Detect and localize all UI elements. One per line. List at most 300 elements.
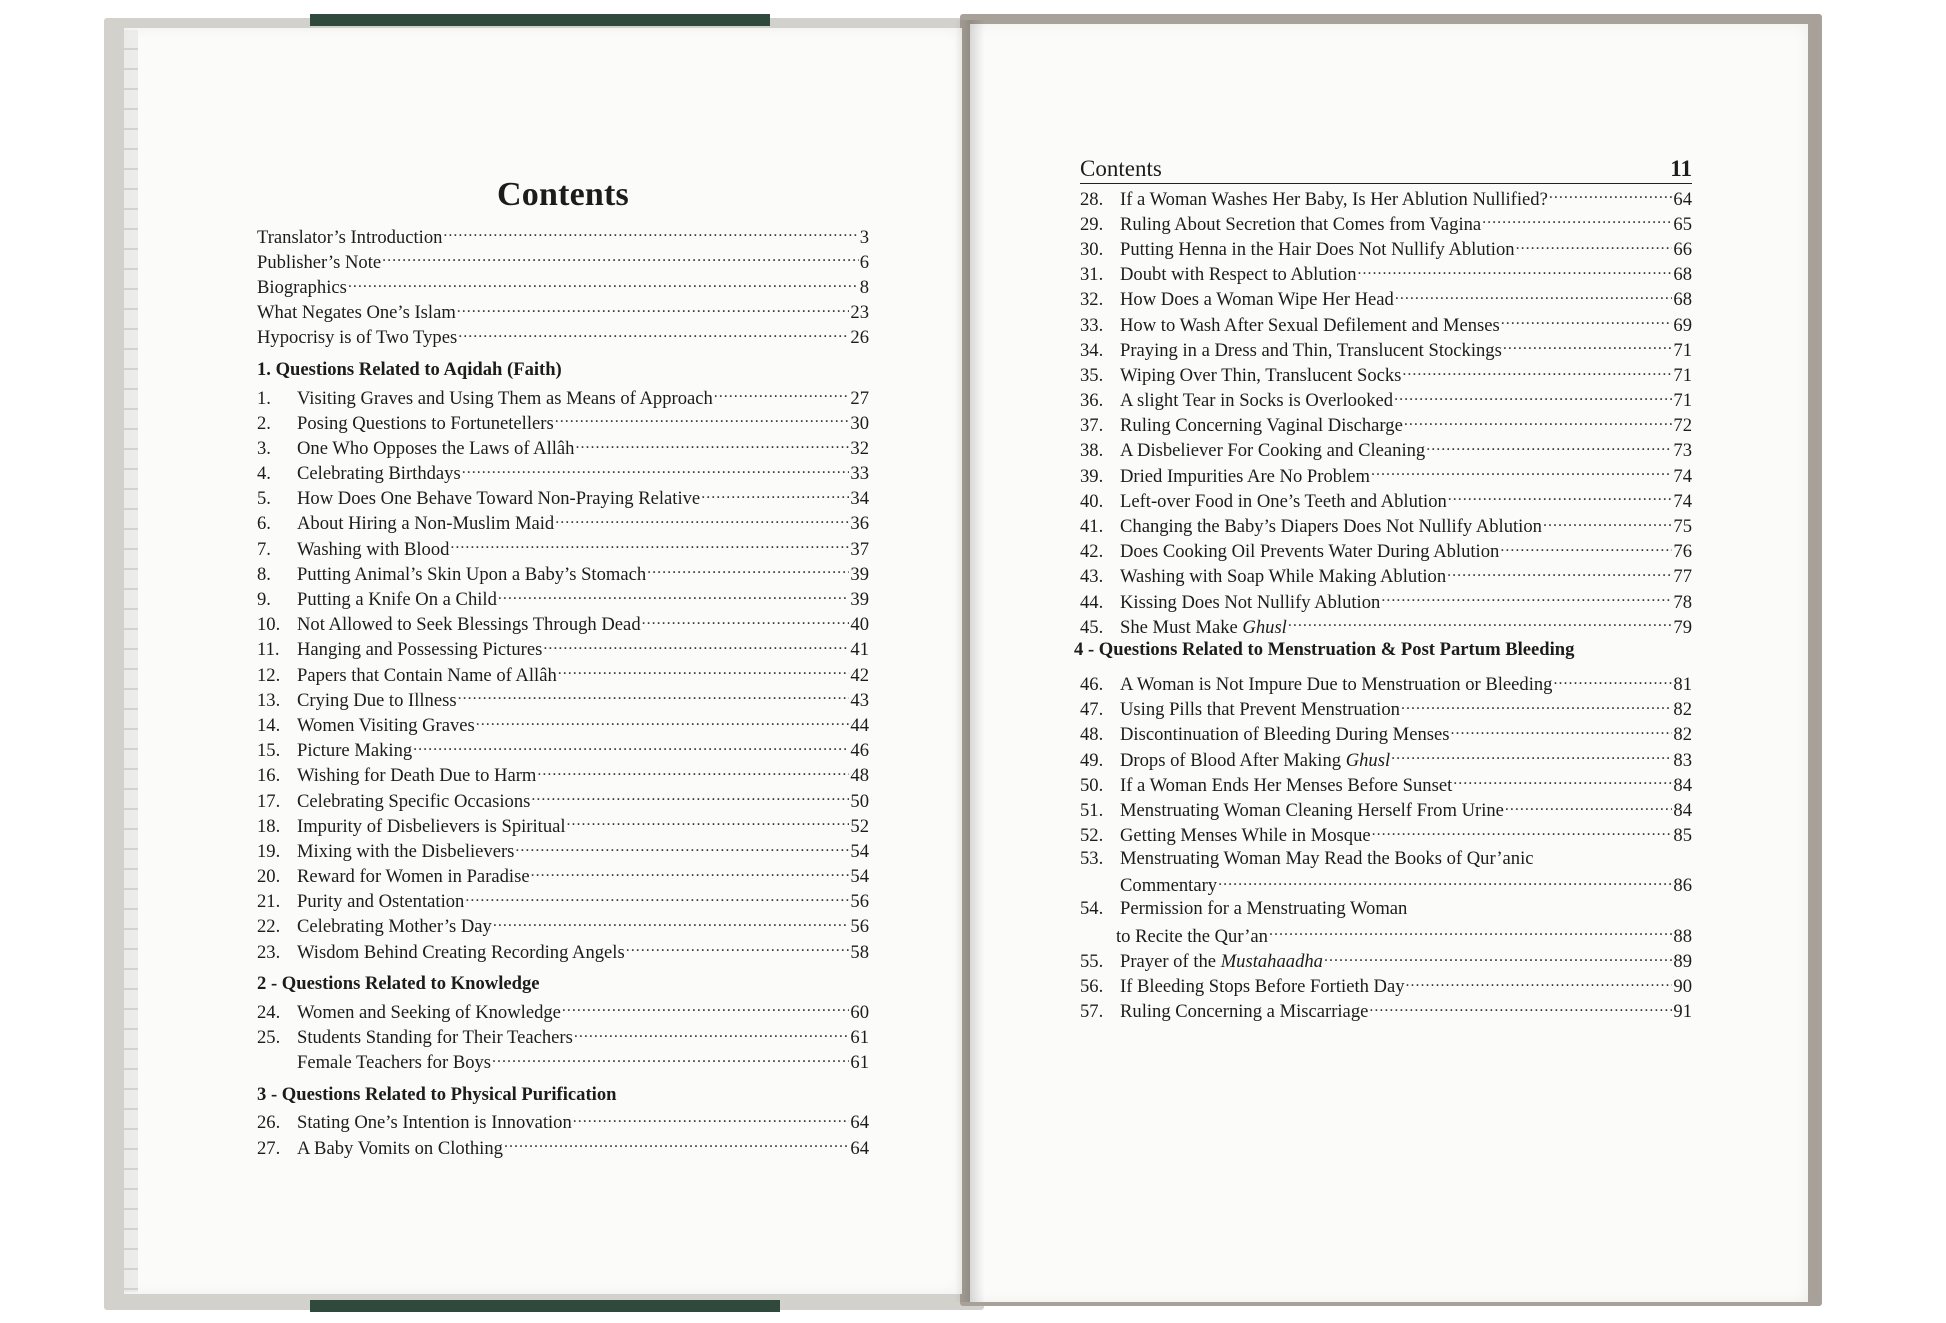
entry-title: How Does a Woman Wipe Her Head xyxy=(1120,289,1394,311)
leader-dots xyxy=(574,1024,850,1043)
entry-title: Kissing Does Not Nullify Ablution xyxy=(1120,591,1381,613)
toc-entry xyxy=(1080,898,1692,923)
binding-edge xyxy=(124,30,138,1292)
entry-page: 91 xyxy=(1673,1001,1692,1023)
leader-dots xyxy=(450,536,849,555)
entry-title: Visiting Graves and Using Them as Means of Approach xyxy=(297,387,713,409)
toc-entry-continuation xyxy=(1080,873,1692,898)
entry-title: How to Wash After Sexual Defilement and Menses xyxy=(1120,314,1500,336)
entry-title: Women and Seeking of Knowledge xyxy=(297,1001,561,1023)
entry-page: 52 xyxy=(850,815,869,837)
entry-title: Stating One’s Intention is Innovation xyxy=(297,1112,572,1134)
entry-page: 50 xyxy=(850,790,869,812)
entry-title: One Who Opposes the Laws of Allâh xyxy=(297,437,575,459)
entry-title xyxy=(1120,951,1323,973)
entry-title: About Hiring a Non-Muslim Maid xyxy=(297,513,555,535)
front-matter-list xyxy=(257,224,869,350)
toc-entry xyxy=(1080,413,1692,438)
entry-number: 41. xyxy=(1080,516,1104,538)
leader-dots xyxy=(1371,463,1672,482)
toc-entry xyxy=(1080,463,1692,488)
entry-title: Praying in a Dress and Thin, Translucent Stockings xyxy=(1120,339,1502,361)
entry-number: 47. xyxy=(1080,699,1104,721)
book-gutter xyxy=(955,20,985,1302)
entry-number: 39. xyxy=(1080,465,1104,487)
running-head xyxy=(1080,156,1692,184)
leader-dots xyxy=(573,1110,850,1129)
entry-page: 72 xyxy=(1673,415,1692,437)
entry-number: 25. xyxy=(257,1027,281,1049)
entry-page: 34 xyxy=(850,488,869,510)
entry-page: 54 xyxy=(850,866,869,888)
entry-title-italic: Ghusl xyxy=(1345,749,1391,771)
toc-entry xyxy=(1080,948,1692,973)
toc-entry xyxy=(257,561,869,586)
toc-entry xyxy=(1080,697,1692,722)
leader-dots xyxy=(1500,539,1672,558)
leader-dots xyxy=(575,435,849,454)
entry-page: 60 xyxy=(850,1001,869,1023)
entry-title: Hanging and Possessing Pictures xyxy=(297,639,543,661)
leader-dots xyxy=(458,325,849,344)
leader-dots xyxy=(465,889,849,908)
entry-page: 90 xyxy=(1673,976,1692,998)
entry-title: Impurity of Disbelievers is Spiritual xyxy=(297,815,566,837)
entry-title: Not Allowed to Seek Blessings Through Dead xyxy=(297,614,641,636)
entry-number: 37. xyxy=(1080,415,1104,437)
toc-entry xyxy=(1080,848,1692,873)
entry-title: Celebrating Birthdays xyxy=(297,463,461,485)
section-heading-knowledge: 2 - Questions Related to Knowledge xyxy=(257,973,540,995)
entry-page: 48 xyxy=(850,765,869,787)
entry-page: 64 xyxy=(850,1112,869,1134)
entry-page: 73 xyxy=(1673,440,1692,462)
toc-entry xyxy=(1080,287,1692,312)
toc-entry xyxy=(257,224,869,249)
entry-page: 8 xyxy=(859,276,869,298)
toc-entry xyxy=(1080,236,1692,261)
toc-entry xyxy=(257,838,869,863)
leader-dots xyxy=(413,738,849,757)
entry-page: 86 xyxy=(1673,875,1692,897)
entry-title: Students Standing for Their Teachers xyxy=(297,1027,573,1049)
entry-title: Mixing with the Disbelievers xyxy=(297,840,515,862)
menstruation-list-3 xyxy=(1080,974,1692,1024)
left-toc xyxy=(257,176,869,1160)
leader-dots xyxy=(531,788,849,807)
leader-dots xyxy=(562,999,849,1018)
entry-page: 41 xyxy=(850,639,869,661)
entry-title: Crying Due to Illness xyxy=(297,689,457,711)
entry-number: 43. xyxy=(1080,566,1104,588)
leader-dots xyxy=(1394,388,1672,407)
entry-title-text: Prayer of the xyxy=(1120,951,1217,973)
leader-dots xyxy=(457,300,850,319)
entry-number: 54. xyxy=(1080,898,1104,920)
toc-entry xyxy=(257,712,869,737)
toc-entry xyxy=(1080,337,1692,362)
entry-page: 82 xyxy=(1673,699,1692,721)
entry-number: 53. xyxy=(1080,847,1104,869)
entry-number: 12. xyxy=(257,664,281,686)
entry-page: 88 xyxy=(1673,925,1692,947)
entry-page: 68 xyxy=(1673,289,1692,311)
leader-dots xyxy=(492,1050,849,1069)
leader-dots xyxy=(1395,287,1673,306)
leader-dots xyxy=(1501,312,1673,331)
entry-page: 42 xyxy=(850,664,869,686)
toc-entry xyxy=(257,864,869,889)
entry-page: 33 xyxy=(850,463,869,485)
leader-dots xyxy=(1269,923,1672,942)
entry-number: 29. xyxy=(1080,213,1104,235)
entry-number: 56. xyxy=(1080,976,1104,998)
entry-number: 40. xyxy=(1080,490,1104,512)
leader-dots xyxy=(493,914,850,933)
entry-title: Menstruating Woman Cleaning Herself From Urine xyxy=(1120,799,1504,821)
running-head-title: Contents xyxy=(1080,156,1162,181)
entry-page: 40 xyxy=(850,614,869,636)
toc-entry xyxy=(1080,362,1692,387)
leader-dots xyxy=(1372,823,1673,842)
leader-dots xyxy=(558,662,850,681)
entry-title: Ruling Concerning Vaginal Discharge xyxy=(1120,415,1403,437)
entry-page: 89 xyxy=(1673,951,1692,973)
entry-page: 36 xyxy=(850,513,869,535)
entry-title-italic: Ghusl xyxy=(1242,616,1287,638)
section-heading-purification: 3 - Questions Related to Physical Purification xyxy=(257,1083,617,1105)
entry-title xyxy=(1120,617,1287,639)
entry-title-text: Drops of Blood After Making xyxy=(1120,749,1342,771)
toc-entry xyxy=(257,249,869,274)
section-knowledge-list xyxy=(257,999,869,1075)
entry-title: If a Woman Washes Her Baby, Is Her Ablution Nullified? xyxy=(1120,188,1548,210)
entry-number: 15. xyxy=(257,740,281,762)
entry-number: 20. xyxy=(257,866,281,888)
entry-number: 16. xyxy=(257,765,281,787)
entry-title: Washing with Blood xyxy=(297,538,450,560)
leader-dots xyxy=(1453,772,1672,791)
leader-dots xyxy=(1401,697,1672,716)
leader-dots xyxy=(462,461,850,480)
entry-number: 57. xyxy=(1080,1001,1104,1023)
entry-page: 74 xyxy=(1673,465,1692,487)
entry-page: 79 xyxy=(1673,616,1692,638)
entry-page: 58 xyxy=(850,941,869,963)
leader-dots xyxy=(1391,747,1672,766)
entry-title: Washing with Soap While Making Ablution xyxy=(1120,566,1447,588)
entry-page: 61 xyxy=(850,1052,869,1074)
toc-entry xyxy=(257,461,869,486)
entry-title: Wiping Over Thin, Translucent Socks xyxy=(1120,364,1402,386)
entry-number: 45. xyxy=(1080,616,1104,638)
leader-dots xyxy=(476,712,850,731)
toc-entry xyxy=(1080,797,1692,822)
entry-page: 77 xyxy=(1673,566,1692,588)
toc-entry xyxy=(257,1050,869,1075)
entry-number: 33. xyxy=(1080,314,1104,336)
entry-number: 51. xyxy=(1080,799,1104,821)
entry-page: 84 xyxy=(1673,799,1692,821)
entry-page: 3 xyxy=(859,226,869,248)
entry-title: Does Cooking Oil Prevents Water During Ablution xyxy=(1120,541,1500,563)
leader-dots xyxy=(567,813,850,832)
entry-title: Publisher’s Note xyxy=(257,251,382,273)
entry-title: Menstruating Woman May Read the Books of Qur’anic xyxy=(1120,847,1534,869)
leader-dots xyxy=(1482,211,1672,230)
entry-number: 22. xyxy=(257,916,281,938)
entry-page: 37 xyxy=(850,538,869,560)
leader-dots xyxy=(1381,589,1672,608)
entry-number: 55. xyxy=(1080,951,1104,973)
toc-entry xyxy=(257,999,869,1024)
entry-number: 31. xyxy=(1080,264,1104,286)
toc-entry xyxy=(1080,312,1692,337)
leader-dots xyxy=(1543,513,1672,532)
leader-dots xyxy=(1549,186,1673,205)
entry-title: A Woman is Not Impure Due to Menstruation or Bleeding xyxy=(1120,673,1553,695)
entry-page: 65 xyxy=(1673,213,1692,235)
toc-entry xyxy=(1080,564,1692,589)
leader-dots xyxy=(1553,671,1672,690)
leader-dots xyxy=(1447,564,1672,583)
toc-entry xyxy=(257,763,869,788)
toc-entry xyxy=(257,410,869,435)
toc-entry xyxy=(1080,823,1692,848)
entry-number: 11. xyxy=(257,639,280,661)
entry-title: Doubt with Respect to Ablution xyxy=(1120,264,1357,286)
leader-dots xyxy=(531,864,850,883)
entry-number: 18. xyxy=(257,815,281,837)
entry-page: 39 xyxy=(850,563,869,585)
entry-number: 13. xyxy=(257,689,281,711)
leader-dots xyxy=(647,561,849,580)
entry-page: 68 xyxy=(1673,264,1692,286)
entry-title: What Negates One’s Islam xyxy=(257,302,456,324)
entry-title: Commentary xyxy=(1120,875,1218,897)
page-number: 11 xyxy=(1670,156,1692,181)
toc-entry xyxy=(257,385,869,410)
entry-title: Changing the Baby’s Diapers Does Not Nullify Ablution xyxy=(1120,516,1542,538)
toc-entry xyxy=(1080,722,1692,747)
entry-title: A slight Tear in Socks is Overlooked xyxy=(1120,390,1394,412)
entry-number: 24. xyxy=(257,1001,281,1023)
leader-dots xyxy=(1402,362,1672,381)
entry-number: 23. xyxy=(257,941,281,963)
leader-dots xyxy=(498,586,850,605)
entry-title: Reward for Women in Paradise xyxy=(297,866,530,888)
entry-title: Female Teachers for Boys xyxy=(297,1052,492,1074)
entry-number: 32. xyxy=(1080,289,1104,311)
entry-title: Permission for a Menstruating Woman xyxy=(1120,898,1408,920)
leader-dots xyxy=(626,939,850,958)
entry-number: 17. xyxy=(257,790,281,812)
entry-number: 34. xyxy=(1080,339,1104,361)
leader-dots xyxy=(1406,974,1673,993)
toc-entry xyxy=(257,435,869,460)
toc-entry xyxy=(1080,614,1692,639)
entry-number: 19. xyxy=(257,840,281,862)
toc-entry xyxy=(257,1110,869,1135)
page-title: Contents xyxy=(497,176,629,213)
toc-entry xyxy=(257,536,869,561)
leader-dots xyxy=(1218,873,1672,892)
leader-dots xyxy=(1426,438,1672,457)
entry-title: Discontinuation of Bleeding During Menses xyxy=(1120,724,1450,746)
cover-band-bottom xyxy=(310,1300,780,1312)
toc-entry xyxy=(1080,539,1692,564)
leader-dots xyxy=(458,687,850,706)
entry-title: A Disbeliever For Cooking and Cleaning xyxy=(1120,440,1426,462)
entry-page: 26 xyxy=(850,327,869,349)
menstruation-list xyxy=(1080,671,1692,747)
entry-number: 38. xyxy=(1080,440,1104,462)
toc-entry xyxy=(257,788,869,813)
leader-dots xyxy=(642,612,850,631)
entry-page: 44 xyxy=(850,714,869,736)
entry-page: 23 xyxy=(850,302,869,324)
entry-number: 44. xyxy=(1080,591,1104,613)
entry-number: 27. xyxy=(257,1137,281,1159)
toc-entry xyxy=(1080,513,1692,538)
leader-dots xyxy=(537,763,849,782)
leader-dots xyxy=(543,637,849,656)
entry-title: Ruling Concerning a Miscarriage xyxy=(1120,1001,1369,1023)
leader-dots xyxy=(701,486,849,505)
entry-title: Using Pills that Prevent Menstruation xyxy=(1120,699,1400,721)
entry-page: 32 xyxy=(850,437,869,459)
leader-dots xyxy=(1503,337,1673,356)
entry-title: Putting Henna in the Hair Does Not Nullify Ablution xyxy=(1120,238,1515,260)
entry-number: 35. xyxy=(1080,364,1104,386)
entry-number: 52. xyxy=(1080,825,1104,847)
section-heading-menstruation: 4 - Questions Related to Menstruation & Post Partum Bleeding xyxy=(1074,639,1575,661)
toc-entry xyxy=(1080,438,1692,463)
entry-number: 49. xyxy=(1080,749,1104,771)
toc-entry xyxy=(1080,747,1692,772)
toc-entry xyxy=(257,1024,869,1049)
leader-dots xyxy=(1288,614,1673,633)
entry-number: 5. xyxy=(257,488,271,510)
entry-number: 50. xyxy=(1080,774,1104,796)
entry-page: 82 xyxy=(1673,724,1692,746)
leader-dots xyxy=(1505,797,1673,816)
entry-page: 43 xyxy=(850,689,869,711)
entry-page: 69 xyxy=(1673,314,1692,336)
entry-page: 39 xyxy=(850,589,869,611)
entry-page: 71 xyxy=(1673,364,1692,386)
entry-title: How Does One Behave Toward Non-Praying Relative xyxy=(297,488,701,510)
entry-number: 3. xyxy=(257,437,271,459)
entry-page: 74 xyxy=(1673,490,1692,512)
leader-dots xyxy=(1448,488,1673,507)
entry-title: Posing Questions to Fortunetellers xyxy=(297,412,554,434)
entry-page: 64 xyxy=(1673,188,1692,210)
entry-title: Ruling About Secretion that Comes from Vagina xyxy=(1120,213,1482,235)
entry-page: 76 xyxy=(1673,541,1692,563)
entry-page: 56 xyxy=(850,891,869,913)
leader-dots xyxy=(555,410,850,429)
entry-number: 36. xyxy=(1080,390,1104,412)
leader-dots xyxy=(348,274,859,293)
entry-title: If a Woman Ends Her Menses Before Sunset xyxy=(1120,774,1453,796)
entry-title: Celebrating Specific Occasions xyxy=(297,790,531,812)
entry-number: 30. xyxy=(1080,238,1104,260)
entry-title: Left-over Food in One’s Teeth and Ablution xyxy=(1120,490,1447,512)
entry-number: 48. xyxy=(1080,724,1104,746)
entry-page: 81 xyxy=(1673,673,1692,695)
entry-title: Papers that Contain Name of Allâh xyxy=(297,664,557,686)
leader-dots xyxy=(443,224,858,243)
entry-title: Dried Impurities Are No Problem xyxy=(1120,465,1370,487)
leader-dots xyxy=(1324,948,1672,967)
toc-entry xyxy=(1080,388,1692,413)
leader-dots xyxy=(382,249,859,268)
right-toc xyxy=(1074,156,1692,1024)
toc-entry xyxy=(1080,974,1692,999)
entry-page: 46 xyxy=(850,740,869,762)
entry-page: 27 xyxy=(850,387,869,409)
entry-number: 21. xyxy=(257,891,281,913)
entry-title: A Baby Vomits on Clothing xyxy=(297,1137,503,1159)
entry-title-italic: Mustahaadha xyxy=(1220,951,1323,973)
entry-page: 54 xyxy=(850,840,869,862)
menstruation-list-2 xyxy=(1080,772,1692,848)
entry-title: Purity and Ostentation xyxy=(297,891,465,913)
toc-entry xyxy=(1080,999,1692,1024)
cover-band-top xyxy=(310,14,770,26)
entry-title: If Bleeding Stops Before Fortieth Day xyxy=(1120,976,1405,998)
entry-number: 28. xyxy=(1080,188,1104,210)
entry-number: 46. xyxy=(1080,673,1104,695)
entry-title: Translator’s Introduction xyxy=(257,226,443,248)
entry-number: 10. xyxy=(257,614,281,636)
leader-dots xyxy=(714,385,850,404)
toc-entry xyxy=(1080,211,1692,236)
entry-page: 64 xyxy=(850,1137,869,1159)
toc-entry xyxy=(1080,186,1692,211)
entry-page: 78 xyxy=(1673,591,1692,613)
entry-number: 42. xyxy=(1080,541,1104,563)
entry-number: 1. xyxy=(257,387,271,409)
toc-entry xyxy=(1080,671,1692,696)
entry-number: 7. xyxy=(257,538,271,560)
toc-entry xyxy=(1080,772,1692,797)
toc-entry xyxy=(257,511,869,536)
section-heading-aqidah: 1. Questions Related to Aqidah (Faith) xyxy=(257,358,562,380)
entry-title: Wisdom Behind Creating Recording Angels xyxy=(297,941,625,963)
toc-entry xyxy=(257,687,869,712)
toc-entry xyxy=(257,889,869,914)
entry-title: Celebrating Mother’s Day xyxy=(297,916,492,938)
entry-title: Wishing for Death Due to Harm xyxy=(297,765,537,787)
entry-title: Hypocrisy is of Two Types xyxy=(257,327,458,349)
leader-dots xyxy=(1450,722,1672,741)
entry-title: Getting Menses While in Mosque xyxy=(1120,825,1371,847)
entry-page: 66 xyxy=(1673,238,1692,260)
toc-entry xyxy=(257,612,869,637)
leader-dots xyxy=(1369,999,1672,1018)
toc-entry xyxy=(257,813,869,838)
toc-entry-continuation xyxy=(1080,923,1692,948)
entry-number: 26. xyxy=(257,1112,281,1134)
entry-title: Putting Animal’s Skin Upon a Baby’s Stomach xyxy=(297,563,647,585)
entry-title: to Recite the Qur’an xyxy=(1116,925,1268,947)
toc-entry xyxy=(1080,589,1692,614)
entry-page: 84 xyxy=(1673,774,1692,796)
toc-entry xyxy=(257,586,869,611)
entry-page: 75 xyxy=(1673,516,1692,538)
